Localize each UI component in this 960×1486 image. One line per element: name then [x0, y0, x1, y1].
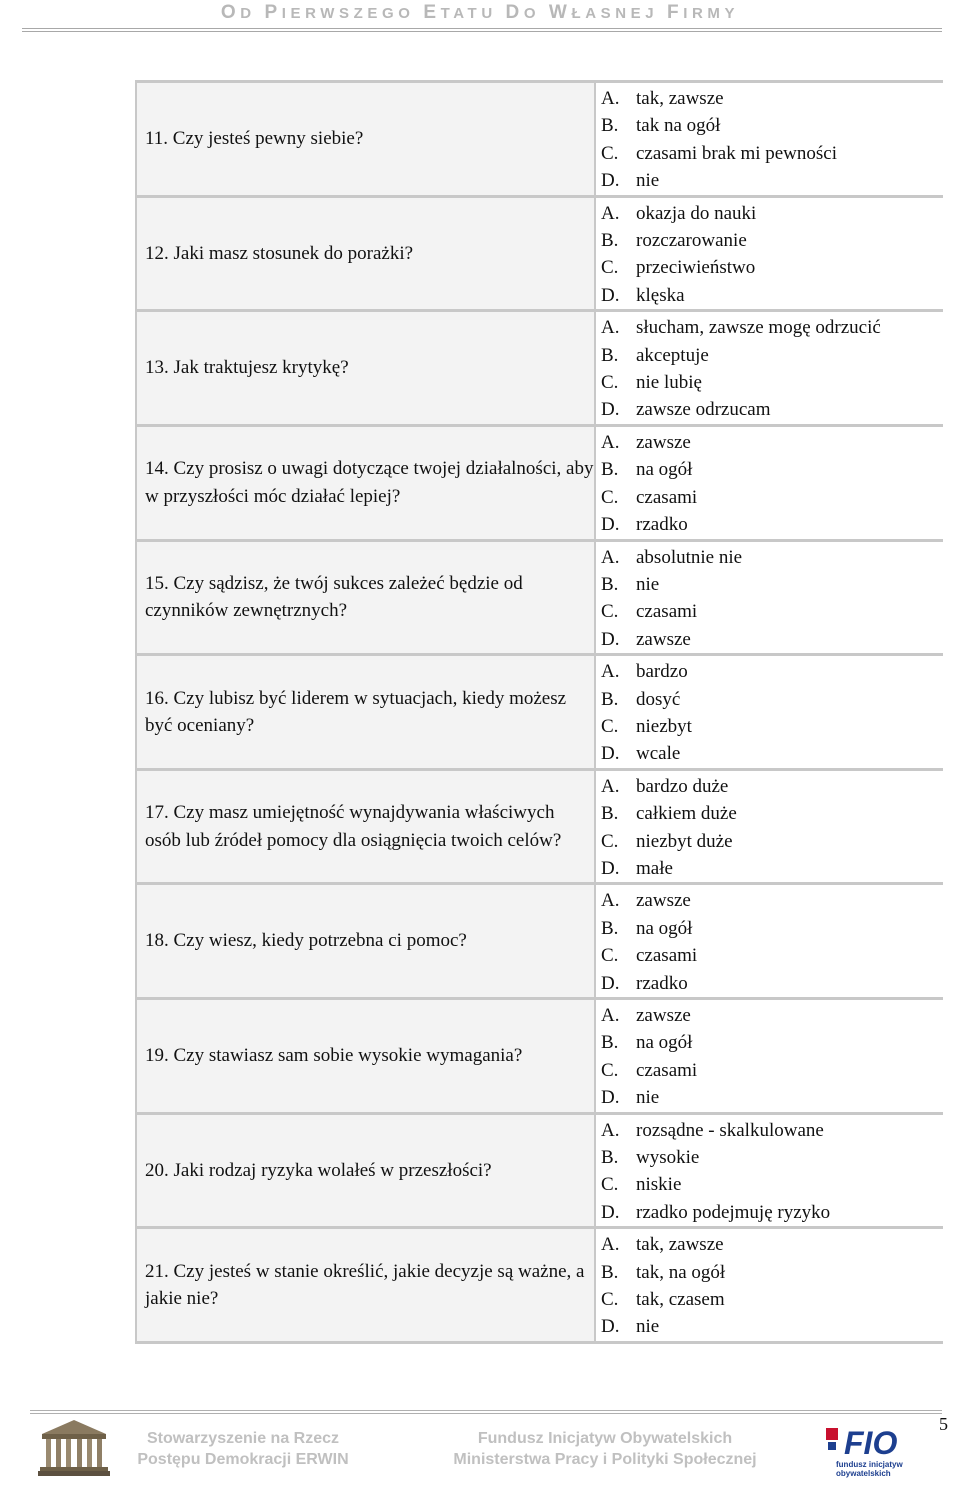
- question-text: 12. Jaki masz stosunek do porażki?: [145, 242, 414, 264]
- option-letter: B.: [601, 115, 619, 137]
- option-text: dosyć: [636, 688, 681, 710]
- answer-option: [601, 85, 943, 112]
- answer-option: [601, 429, 943, 456]
- header-part: D: [240, 5, 265, 22]
- option-letter: D.: [601, 399, 620, 421]
- option-letter: C.: [601, 486, 619, 508]
- answer-option: [601, 112, 943, 139]
- answer-option: [601, 1171, 943, 1198]
- option-letter: A.: [601, 1234, 620, 1256]
- answer-option: [601, 254, 943, 281]
- option-text: niezbyt: [636, 715, 692, 737]
- option-text: nie: [636, 1316, 660, 1338]
- answer-option: [601, 828, 943, 855]
- answer-option: [601, 1144, 943, 1171]
- answer-option: [601, 1313, 943, 1340]
- temple-logo-icon: [38, 1418, 110, 1478]
- answer-option: [601, 369, 943, 396]
- question-cell: [135, 656, 594, 771]
- option-text: bardzo duże: [636, 775, 729, 797]
- header-letter: P: [264, 2, 282, 23]
- answer-option: [601, 713, 943, 740]
- header-letter: E: [423, 2, 441, 23]
- answer-option: [601, 227, 943, 254]
- answer-option: [601, 484, 943, 511]
- option-text: nie: [636, 170, 660, 192]
- footer-rule: [30, 1413, 942, 1414]
- answer-option: [601, 887, 943, 914]
- footer-org1-line1: Stowarzyszenie na Rzecz: [146, 1430, 340, 1447]
- option-text: absolutnie nie: [636, 546, 743, 568]
- question-cell: [135, 1115, 594, 1230]
- option-text: czasami: [636, 601, 698, 623]
- table-row: [135, 542, 943, 657]
- table-row: [135, 1115, 943, 1230]
- header-part: O: [523, 5, 549, 22]
- answer-option: [601, 1057, 943, 1084]
- option-letter: D.: [601, 514, 620, 536]
- option-letter: B.: [601, 1147, 619, 1169]
- page-header: [0, 2, 960, 24]
- option-letter: C.: [601, 945, 619, 967]
- option-text: zawsze: [636, 890, 691, 912]
- table-row: [135, 427, 943, 542]
- table-row: [135, 80, 943, 198]
- option-letter: D.: [601, 743, 620, 765]
- option-letter: C.: [601, 372, 619, 394]
- option-text: tak, zawsze: [636, 1234, 724, 1256]
- answer-option: [601, 456, 943, 483]
- answer-option: [601, 970, 943, 997]
- option-text: rozczarowanie: [636, 230, 747, 252]
- option-letter: C.: [601, 830, 619, 852]
- answer-option: [601, 626, 943, 653]
- option-letter: B.: [601, 344, 619, 366]
- option-text: tak na ogół: [636, 115, 721, 137]
- option-letter: B.: [601, 459, 619, 481]
- option-text: zawsze: [636, 431, 691, 453]
- answer-option: [601, 1029, 943, 1056]
- footer-rule: [30, 1410, 942, 1411]
- answer-option: [601, 942, 943, 969]
- option-letter: D.: [601, 857, 620, 879]
- fio-sub2: obywatelskich: [836, 1469, 891, 1478]
- option-letter: A.: [601, 1005, 620, 1026]
- question-cell: [135, 80, 594, 198]
- footer-org2: [425, 1428, 785, 1470]
- answer-option: [601, 740, 943, 767]
- option-letter: C.: [601, 1289, 619, 1311]
- header-letter: F: [667, 2, 684, 23]
- table-row: [135, 198, 943, 313]
- header-letter: D: [505, 2, 524, 23]
- header-part: IERWSZEGO: [281, 5, 424, 22]
- answer-cell: [594, 542, 943, 657]
- question-text: 17. Czy masz umiejętność wynajdywania właściwych osób lub źródeł pomocy dla osiągnięcia twoich celów?: [145, 802, 562, 851]
- option-text: zawsze: [636, 1005, 691, 1026]
- answer-option: [601, 571, 943, 598]
- option-text: zawsze odrzucam: [636, 399, 771, 421]
- answer-option: [601, 167, 943, 194]
- option-text: rzadko: [636, 972, 688, 994]
- answer-option: [601, 314, 943, 341]
- answer-option: [601, 544, 943, 571]
- footer-org1-line2: Postępu Demokracji ERWIN: [137, 1451, 349, 1468]
- header-part: IRMY: [683, 5, 740, 22]
- answer-cell: [594, 427, 943, 542]
- answer-cell: [594, 1229, 943, 1344]
- option-letter: A.: [601, 431, 620, 453]
- option-text: słucham, zawsze mogę odrzucić: [636, 317, 881, 339]
- option-letter: C.: [601, 1059, 619, 1081]
- option-letter: B.: [601, 1032, 619, 1054]
- option-letter: A.: [601, 661, 620, 683]
- footer-org1: [118, 1428, 368, 1470]
- answer-option: [601, 915, 943, 942]
- option-letter: A.: [601, 890, 620, 912]
- table-row: [135, 771, 943, 886]
- answer-option: [601, 1231, 943, 1258]
- answer-cell: [594, 656, 943, 771]
- answer-option: [601, 282, 943, 309]
- header-letter: W: [548, 2, 572, 23]
- footer-org2-line2: Ministerstwa Pracy i Polityki Społecznej: [453, 1451, 757, 1468]
- question-cell: [135, 1000, 594, 1115]
- option-letter: C.: [601, 1174, 619, 1196]
- option-text: bardzo: [636, 661, 688, 683]
- answer-option: [601, 773, 943, 800]
- option-letter: D.: [601, 284, 620, 306]
- option-text: na ogół: [636, 459, 693, 481]
- answer-cell: [594, 198, 943, 313]
- answer-cell: [594, 312, 943, 427]
- question-text: 19. Czy stawiasz sam sobie wysokie wymagania?: [145, 1045, 523, 1067]
- option-letter: A.: [601, 1119, 620, 1141]
- option-letter: C.: [601, 142, 619, 164]
- answer-option: [601, 1117, 943, 1144]
- option-letter: C.: [601, 715, 619, 737]
- question-cell: [135, 427, 594, 542]
- option-letter: B.: [601, 230, 619, 252]
- option-text: nie: [636, 573, 660, 595]
- option-text: czasami brak mi pewności: [636, 142, 838, 164]
- option-text: czasami: [636, 486, 698, 508]
- question-text: 14. Czy prosisz o uwagi dotyczące twojej działalności, aby w przyszłości móc działać lepiej?: [145, 458, 594, 507]
- question-text: 20. Jaki rodzaj ryzyka wolałeś w przeszłości?: [145, 1159, 492, 1181]
- answer-option: [601, 1084, 943, 1111]
- question-text: 13. Jak traktujesz krytykę?: [145, 357, 349, 379]
- footer-org2-line1: Fundusz Inicjatyw Obywatelskich: [477, 1430, 733, 1447]
- header-letter: O: [220, 2, 241, 23]
- option-letter: C.: [601, 601, 619, 623]
- answer-option: [601, 1199, 943, 1226]
- option-text: niskie: [636, 1174, 682, 1196]
- question-cell: [135, 885, 594, 1000]
- question-cell: [135, 198, 594, 313]
- header-part: ŁASNEJ: [571, 5, 668, 22]
- option-letter: B.: [601, 803, 619, 825]
- header-rule: [22, 31, 942, 32]
- question-cell: [135, 771, 594, 886]
- table-row: [135, 1000, 943, 1115]
- answer-option: [601, 658, 943, 685]
- option-letter: D.: [601, 1316, 620, 1338]
- option-text: rzadko: [636, 514, 688, 536]
- answer-option: [601, 396, 943, 423]
- option-text: na ogół: [636, 917, 693, 939]
- option-text: klęska: [636, 284, 685, 306]
- answer-option: [601, 200, 943, 227]
- answer-option: [601, 686, 943, 713]
- option-text: nie lubię: [636, 372, 702, 394]
- question-cell: [135, 542, 594, 657]
- question-text: 16. Czy lubisz być liderem w sytuacjach, kiedy możesz być oceniany?: [145, 687, 567, 736]
- answer-option: [601, 1002, 943, 1029]
- option-letter: A.: [601, 775, 620, 797]
- option-text: niezbyt duże: [636, 830, 733, 852]
- answer-cell: [594, 885, 943, 1000]
- fio-sub1: fundusz inicjatyw: [836, 1460, 903, 1469]
- option-letter: D.: [601, 1201, 620, 1223]
- option-letter: B.: [601, 688, 619, 710]
- answer-option: [601, 511, 943, 538]
- answer-cell: [594, 1000, 943, 1115]
- option-letter: D.: [601, 972, 620, 994]
- table-row: [135, 885, 943, 1000]
- header-rule: [22, 28, 942, 29]
- option-text: na ogół: [636, 1032, 693, 1054]
- question-text: 18. Czy wiesz, kiedy potrzebna ci pomoc?: [145, 930, 467, 952]
- option-text: tak, na ogół: [636, 1261, 726, 1283]
- answer-cell: [594, 1115, 943, 1230]
- answer-option: [601, 342, 943, 369]
- answer-option: [601, 800, 943, 827]
- option-text: wcale: [636, 743, 681, 765]
- question-text: 21. Czy jesteś w stanie określić, jakie decyzje są ważne, a jakie nie?: [145, 1260, 585, 1310]
- option-letter: D.: [601, 170, 620, 192]
- option-text: okazja do nauki: [636, 202, 757, 224]
- option-text: tak, zawsze: [636, 88, 724, 109]
- option-text: czasami: [636, 945, 698, 967]
- answer-option: [601, 598, 943, 625]
- option-text: tak, czasem: [636, 1289, 725, 1311]
- option-text: małe: [636, 857, 673, 879]
- fio-logo-text: FIO: [844, 1425, 898, 1461]
- option-letter: B.: [601, 917, 619, 939]
- question-cell: [135, 1229, 594, 1344]
- header-part: TATU: [440, 5, 506, 22]
- answer-cell: [594, 771, 943, 886]
- option-text: rzadko podejmuję ryzyko: [636, 1201, 831, 1223]
- question-cell: [135, 312, 594, 427]
- answer-option: [601, 140, 943, 167]
- page-number: 5: [939, 1414, 948, 1434]
- option-letter: D.: [601, 628, 620, 650]
- option-letter: A.: [601, 546, 620, 568]
- option-text: całkiem duże: [636, 803, 737, 825]
- option-letter: A.: [601, 202, 620, 224]
- fio-logo-icon: [826, 1420, 944, 1478]
- option-letter: D.: [601, 1087, 620, 1109]
- option-text: czasami: [636, 1059, 698, 1081]
- answer-cell: [594, 80, 943, 198]
- option-text: wysokie: [636, 1147, 700, 1169]
- option-letter: B.: [601, 1261, 619, 1283]
- question-text: 11. Czy jesteś pewny siebie?: [145, 128, 364, 150]
- table-row: [135, 1229, 943, 1344]
- option-text: akceptuje: [636, 344, 709, 366]
- questionnaire-table: [135, 80, 943, 1344]
- option-letter: A.: [601, 317, 620, 339]
- option-text: rozsądne - skalkulowane: [636, 1119, 824, 1141]
- option-letter: C.: [601, 257, 619, 279]
- option-letter: A.: [601, 88, 620, 109]
- answer-option: [601, 1259, 943, 1286]
- option-text: nie: [636, 1087, 660, 1109]
- question-text: 15. Czy sądzisz, że twój sukces zależeć będzie od czynników zewnętrznych?: [145, 572, 523, 622]
- answer-option: [601, 1286, 943, 1313]
- table-row: [135, 312, 943, 427]
- option-letter: B.: [601, 573, 619, 595]
- option-text: zawsze: [636, 628, 691, 650]
- answer-option: [601, 855, 943, 882]
- option-text: przeciwieństwo: [636, 257, 756, 279]
- table-row: [135, 656, 943, 771]
